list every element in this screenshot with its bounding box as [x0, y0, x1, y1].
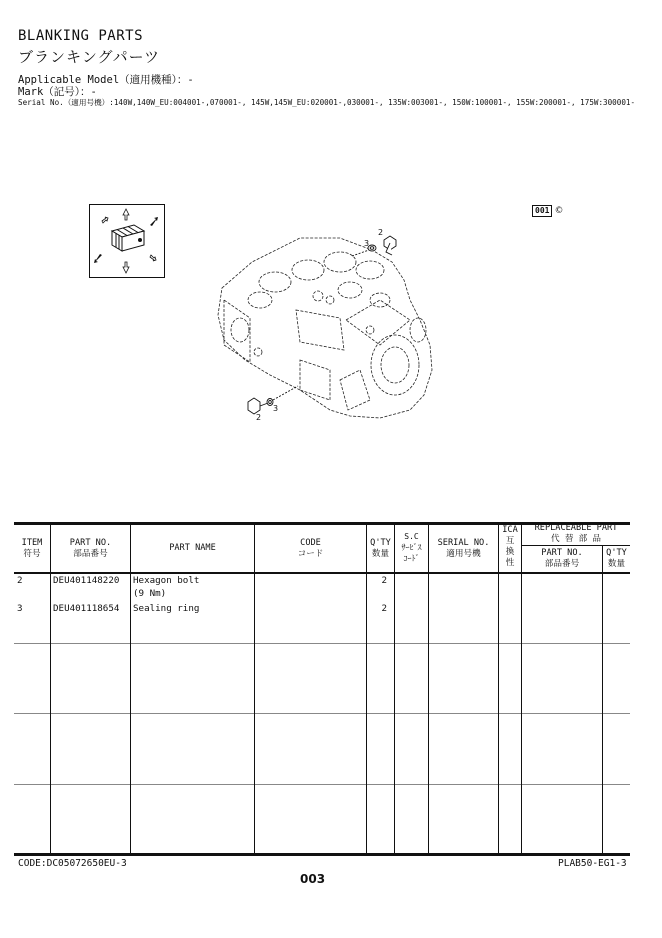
copyright-mark: © [554, 206, 564, 216]
col-divider [254, 522, 255, 856]
col-divider [521, 522, 522, 856]
table-row-1-item: 2 [17, 575, 23, 586]
header-repl-qty: Q'TY 数量 [606, 548, 627, 569]
col-divider [498, 522, 499, 856]
applicable-model: Applicable Model（適用機種）：- [18, 74, 194, 86]
header-item: ITEM 符号 [21, 538, 43, 559]
col-divider [602, 545, 603, 856]
header-part-no: PART NO. 部品番号 [69, 538, 112, 559]
table-row-2-name: Sealing ring [133, 603, 200, 614]
header-serial-no: SERIAL NO. 適用号機 [437, 538, 490, 559]
header-service-code: S.C ｻｰﾋﾞｽ ｺｰﾄﾞ [401, 532, 422, 563]
table-row-1-name: Hexagon bolt [133, 575, 200, 586]
footer-ref: PLAB50-EG1-3 [558, 858, 627, 869]
col-divider [366, 522, 367, 856]
header-code: CODE コード [297, 538, 324, 559]
callout-item-3-top: 3 [364, 239, 370, 248]
table-bottom-border [14, 853, 630, 856]
header-qty: Q'TY 数量 [370, 538, 391, 559]
table-row-1-qty: 2 [381, 575, 387, 586]
footer-code: CODE:DC05072650EU-3 [18, 858, 127, 869]
callout-item-3-bottom: 3 [273, 404, 279, 413]
table-divider [14, 643, 630, 644]
col-divider [394, 522, 395, 856]
table-row-2-item: 3 [17, 603, 23, 614]
page-number: 003 [300, 872, 326, 886]
col-divider [130, 522, 131, 856]
parts-table [14, 522, 630, 856]
col-divider [428, 522, 429, 856]
header-repl-part-no: PART NO. 部品番号 [541, 548, 583, 569]
table-row-1-name-note: (9 Nm) [133, 588, 167, 599]
table-row-2-part-no: DEU401118654 [53, 603, 120, 614]
callout-item-2-top: 2 [378, 228, 384, 237]
page-title-japanese: ブランキングパーツ [18, 48, 161, 66]
figure-id: 001 [532, 205, 552, 217]
table-divider [14, 784, 630, 785]
table-row-2-qty: 2 [381, 603, 387, 614]
mark: Mark（記号）：- [18, 86, 97, 98]
col-divider [50, 522, 51, 856]
header-ica: ICA 互 換 性 [502, 525, 518, 568]
header-part-name: PART NAME [169, 543, 216, 553]
table-subheader-line [522, 545, 630, 546]
table-divider [14, 713, 630, 714]
table-row-1-part-no: DEU401148220 [53, 575, 120, 586]
page-title: BLANKING PARTS [18, 28, 144, 44]
serial-numbers: Serial No.（適用号機）:140W,140W_EU:004001-,070001-, 145W,145W_EU:020001-,030001-, 135W:003001-, 150W:100001-, 155W:200001-, 175W:300001- [18, 98, 636, 107]
callout-item-2-bottom: 2 [256, 413, 262, 422]
header-replaceable-part: REPLACEABLE PART 代 替 部 品 [534, 523, 618, 544]
